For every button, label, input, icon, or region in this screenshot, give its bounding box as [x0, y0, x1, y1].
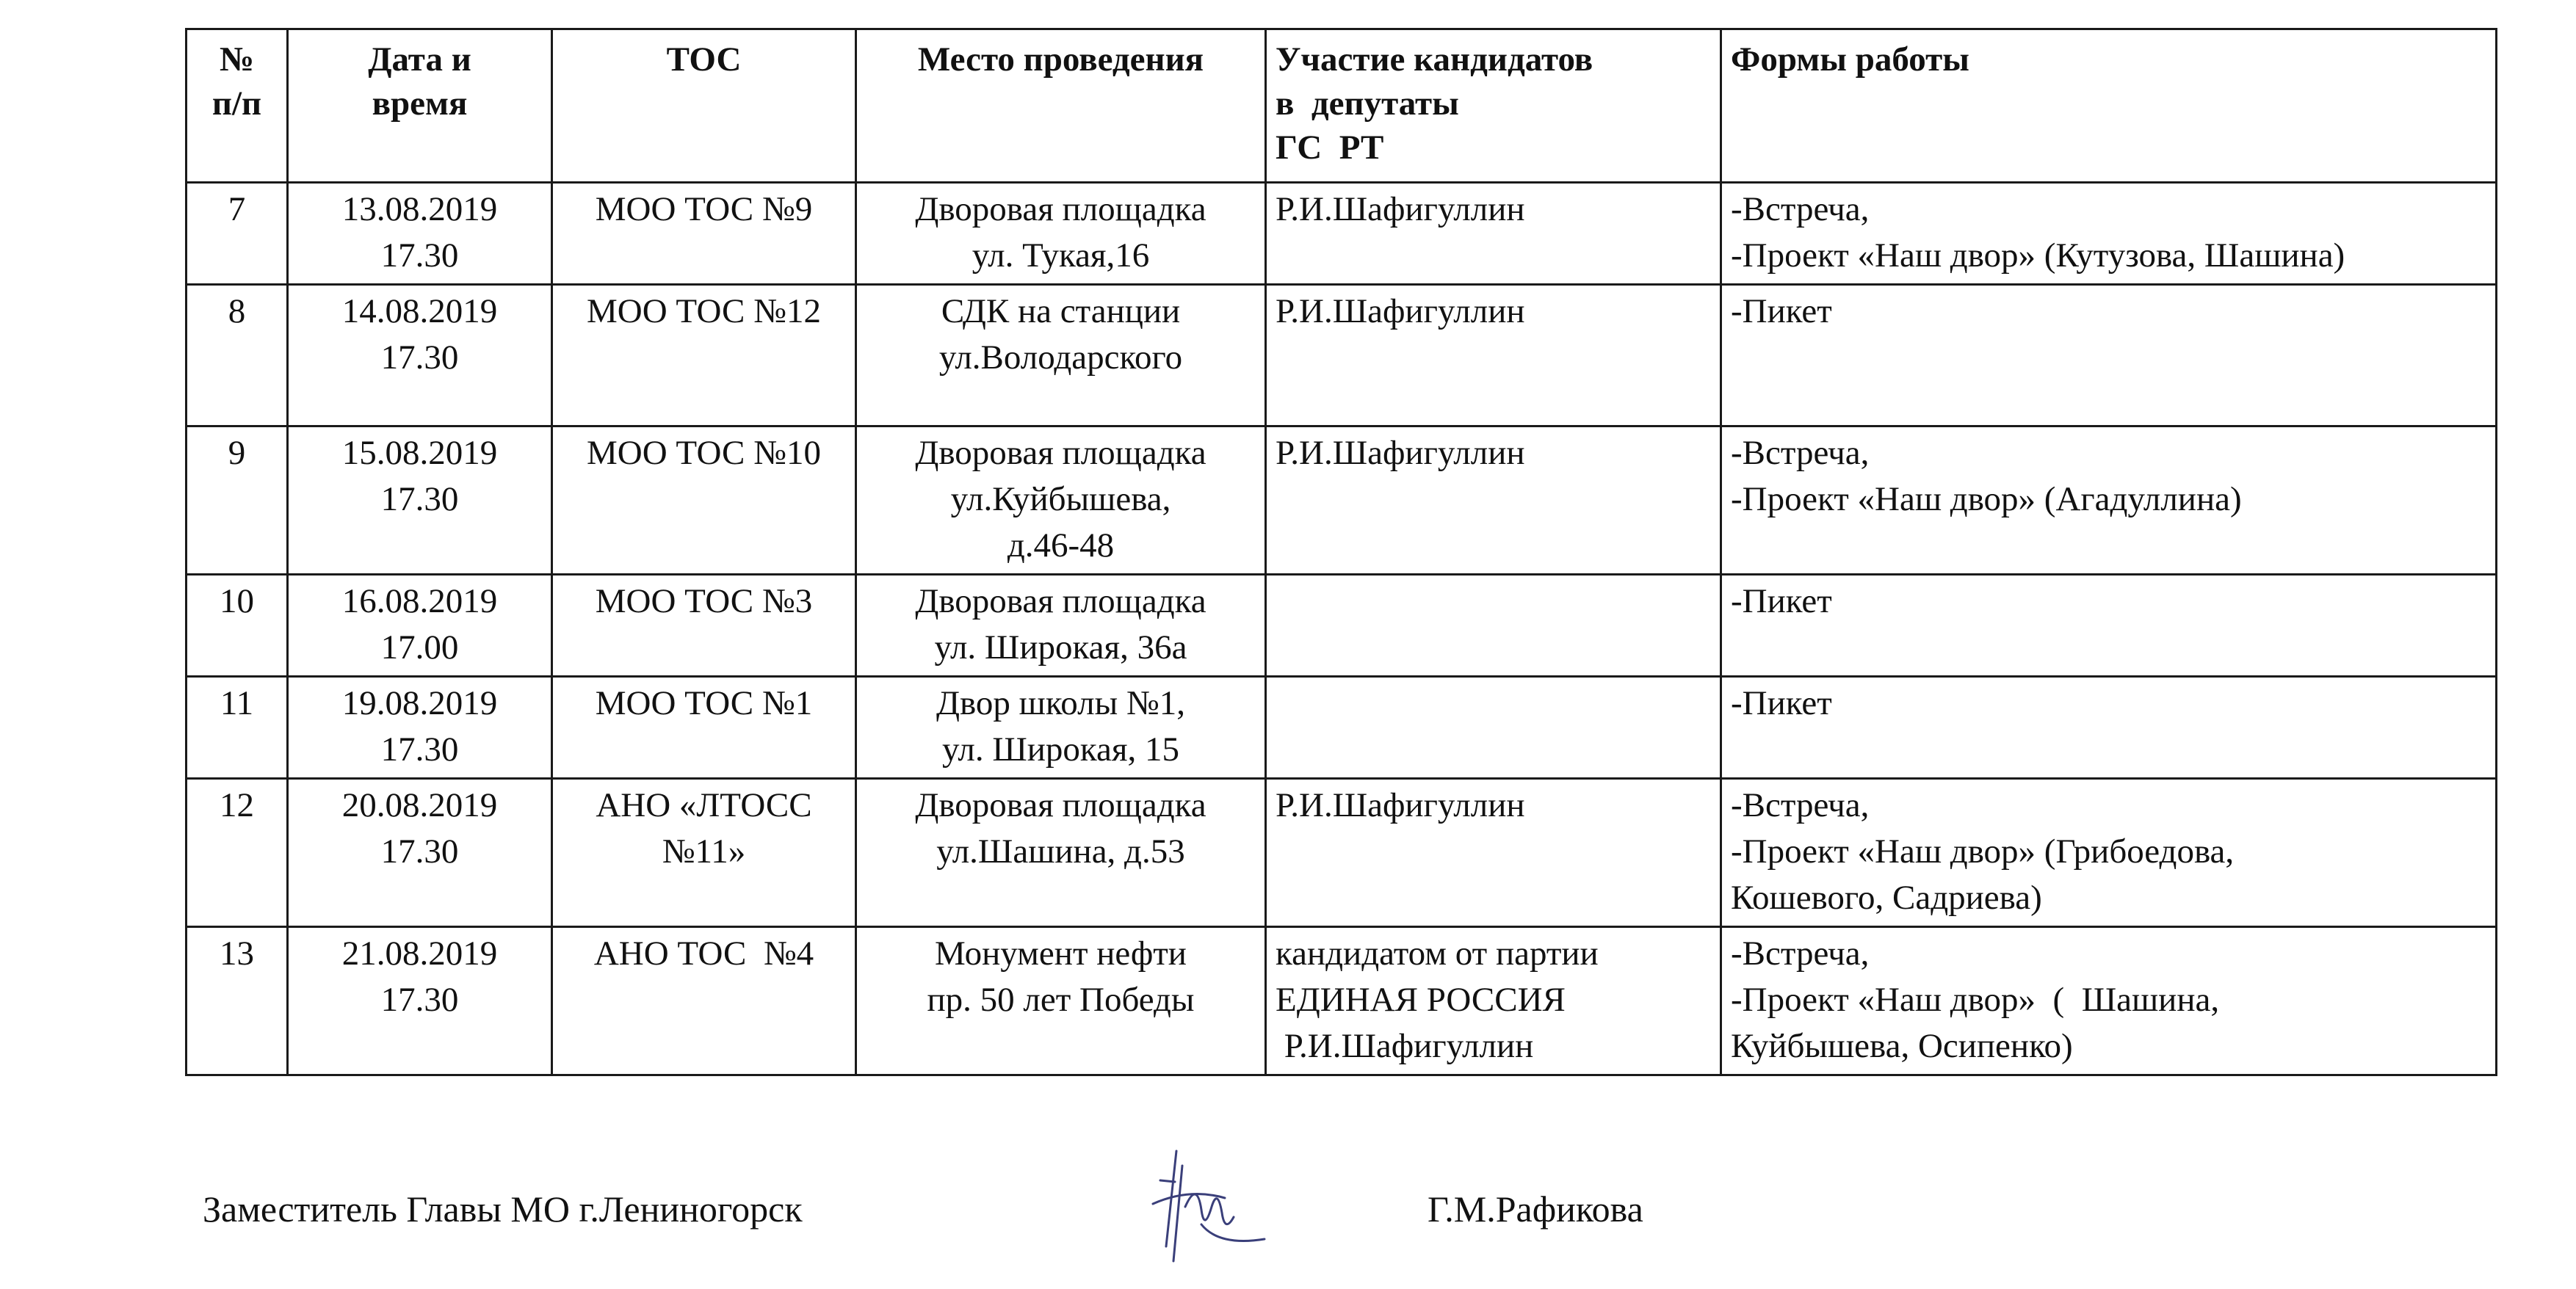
cell-place-line: ул.Шашина, д.53: [936, 832, 1185, 871]
cell-tos-line: МОО ТОС №1: [595, 684, 813, 722]
cell-date-time-line: 16.08.2019: [341, 582, 498, 620]
cell-date-time: [288, 426, 552, 575]
handwritten-signature: [1131, 1136, 1278, 1276]
cell-forms-of-work: [1721, 426, 2497, 575]
header-forms-of-work: Формы работы: [1721, 29, 2497, 183]
cell-date-time: [288, 285, 552, 426]
cell-place-line: Дворовая площадка: [915, 786, 1206, 824]
header-date-time: Дата и время: [288, 29, 552, 183]
header-number: № п/п: [187, 29, 288, 183]
cell-place-line: ул.Куйбышева,: [950, 480, 1171, 518]
cell-forms-of-work-line: -Встреча,: [1731, 934, 1870, 973]
cell-place: [856, 575, 1266, 677]
cell-tos: [552, 426, 856, 575]
cell-candidates-line: ЕДИНАЯ РОССИЯ: [1276, 981, 1566, 1019]
cell-tos: [552, 927, 856, 1075]
cell-candidates: [1266, 927, 1721, 1075]
cell-date-time-line: 17.00: [380, 628, 459, 667]
cell-tos-line: МОО ТОС №10: [587, 434, 821, 472]
cell-forms-of-work-line: Кошевого, Садриева): [1731, 879, 2042, 917]
cell-date-time-line: 17.30: [380, 480, 459, 518]
cell-number: 10: [187, 575, 288, 677]
cell-number: 8: [187, 285, 288, 426]
table-row: [187, 927, 2497, 1075]
cell-forms-of-work: [1721, 677, 2497, 779]
cell-forms-of-work: [1721, 927, 2497, 1075]
cell-date-time-line: 13.08.2019: [341, 190, 498, 228]
cell-candidates-line: кандидатом от партии: [1276, 934, 1599, 973]
cell-candidates: [1266, 183, 1721, 285]
cell-tos-line: МОО ТОС №3: [595, 582, 813, 620]
cell-forms-of-work-line: -Встреча,: [1731, 190, 1870, 228]
cell-date-time-line: 21.08.2019: [341, 934, 498, 973]
cell-forms-of-work-line: -Проект «Наш двор» (Грибоедова,: [1731, 832, 2235, 871]
cell-tos-line: МОО ТОС №12: [587, 292, 821, 330]
cell-place-line: пр. 50 лет Победы: [927, 981, 1195, 1019]
cell-date-time-line: 17.30: [380, 832, 459, 871]
cell-forms-of-work-line: -Проект «Наш двор» (Кутузова, Шашина): [1731, 236, 2345, 275]
cell-forms-of-work-line: -Пикет: [1731, 582, 1832, 620]
cell-forms-of-work-line: -Встреча,: [1731, 786, 1870, 824]
cell-place-line: Двор школы №1,: [936, 684, 1186, 722]
cell-tos: [552, 183, 856, 285]
cell-forms-of-work-line: -Пикет: [1731, 292, 1832, 330]
cell-date-time: [288, 677, 552, 779]
events-table: [185, 28, 2497, 1076]
cell-number: 9: [187, 426, 288, 575]
table-row: [187, 426, 2497, 575]
cell-date-time-line: 17.30: [380, 338, 459, 377]
cell-forms-of-work-line: -Встреча,: [1731, 434, 1870, 472]
cell-forms-of-work-line: Куйбышева, Осипенко): [1731, 1027, 2073, 1065]
cell-place-line: Дворовая площадка: [915, 582, 1206, 620]
cell-date-time-line: 15.08.2019: [341, 434, 498, 472]
cell-number: 11: [187, 677, 288, 779]
header-place: Место проведения: [856, 29, 1266, 183]
cell-candidates: [1266, 285, 1721, 426]
cell-forms-of-work: [1721, 183, 2497, 285]
cell-candidates: [1266, 779, 1721, 927]
cell-place: [856, 779, 1266, 927]
cell-candidates-line: Р.И.Шафигуллин: [1276, 434, 1525, 472]
cell-candidates: [1266, 575, 1721, 677]
cell-tos-line: АНО ТОС №4: [593, 934, 814, 973]
cell-number: 7: [187, 183, 288, 285]
cell-place-line: Монумент нефти: [935, 934, 1187, 973]
cell-date-time: [288, 183, 552, 285]
header-candidates: Участие кандидатов в депутаты ГС РТ: [1266, 29, 1721, 183]
cell-place-line: ул. Широкая, 36а: [934, 628, 1187, 667]
cell-forms-of-work: [1721, 285, 2497, 426]
cell-tos: [552, 285, 856, 426]
table-row: [187, 183, 2497, 285]
table-row: [187, 677, 2497, 779]
signatory-name: Г.М.Рафикова: [1428, 1188, 1643, 1230]
cell-date-time-line: 14.08.2019: [341, 292, 498, 330]
cell-candidates-line: Р.И.Шафигуллин: [1276, 1027, 1534, 1065]
cell-date-time: [288, 779, 552, 927]
cell-date-time-line: 17.30: [380, 981, 459, 1019]
cell-date-time: [288, 927, 552, 1075]
cell-date-time: [288, 575, 552, 677]
cell-place-line: ул.Володарского: [938, 338, 1183, 377]
table-row: [187, 779, 2497, 927]
cell-date-time-line: 17.30: [380, 730, 459, 769]
table-header-row: [187, 29, 2497, 183]
cell-candidates-line: Р.И.Шафигуллин: [1276, 786, 1525, 824]
cell-forms-of-work-line: -Проект «Наш двор» ( Шашина,: [1731, 981, 2220, 1019]
table-body: [187, 183, 2497, 1075]
cell-tos-line: АНО «ЛТОСС: [596, 786, 812, 824]
table-row: [187, 575, 2497, 677]
cell-place-line: Дворовая площадка: [915, 190, 1206, 228]
cell-place: [856, 927, 1266, 1075]
signatory-position: Заместитель Главы МО г.Лениногорск: [203, 1188, 803, 1230]
cell-candidates-line: Р.И.Шафигуллин: [1276, 190, 1525, 228]
cell-candidates-line: Р.И.Шафигуллин: [1276, 292, 1525, 330]
cell-forms-of-work: [1721, 779, 2497, 927]
cell-forms-of-work-line: -Проект «Наш двор» (Агадуллина): [1731, 480, 2242, 518]
cell-place: [856, 183, 1266, 285]
cell-candidates: [1266, 677, 1721, 779]
cell-tos: [552, 677, 856, 779]
cell-candidates: [1266, 426, 1721, 575]
cell-tos: [552, 779, 856, 927]
cell-place-line: ул. Тукая,16: [972, 236, 1150, 275]
cell-tos-line: №11»: [662, 832, 746, 871]
table-row: [187, 285, 2497, 426]
cell-place-line: СДК на станции: [941, 292, 1181, 330]
cell-date-time-line: 20.08.2019: [341, 786, 498, 824]
cell-place-line: Дворовая площадка: [915, 434, 1206, 472]
cell-number: 13: [187, 927, 288, 1075]
cell-tos: [552, 575, 856, 677]
cell-place: [856, 285, 1266, 426]
cell-place: [856, 426, 1266, 575]
cell-forms-of-work-line: -Пикет: [1731, 684, 1832, 722]
header-tos: ТОС: [552, 29, 856, 183]
cell-number: 12: [187, 779, 288, 927]
cell-place-line: д.46-48: [1007, 526, 1115, 564]
cell-date-time-line: 17.30: [380, 236, 459, 275]
cell-tos-line: МОО ТОС №9: [595, 190, 813, 228]
cell-place-line: ул. Широкая, 15: [941, 730, 1180, 769]
cell-place: [856, 677, 1266, 779]
cell-forms-of-work: [1721, 575, 2497, 677]
cell-date-time-line: 19.08.2019: [341, 684, 498, 722]
